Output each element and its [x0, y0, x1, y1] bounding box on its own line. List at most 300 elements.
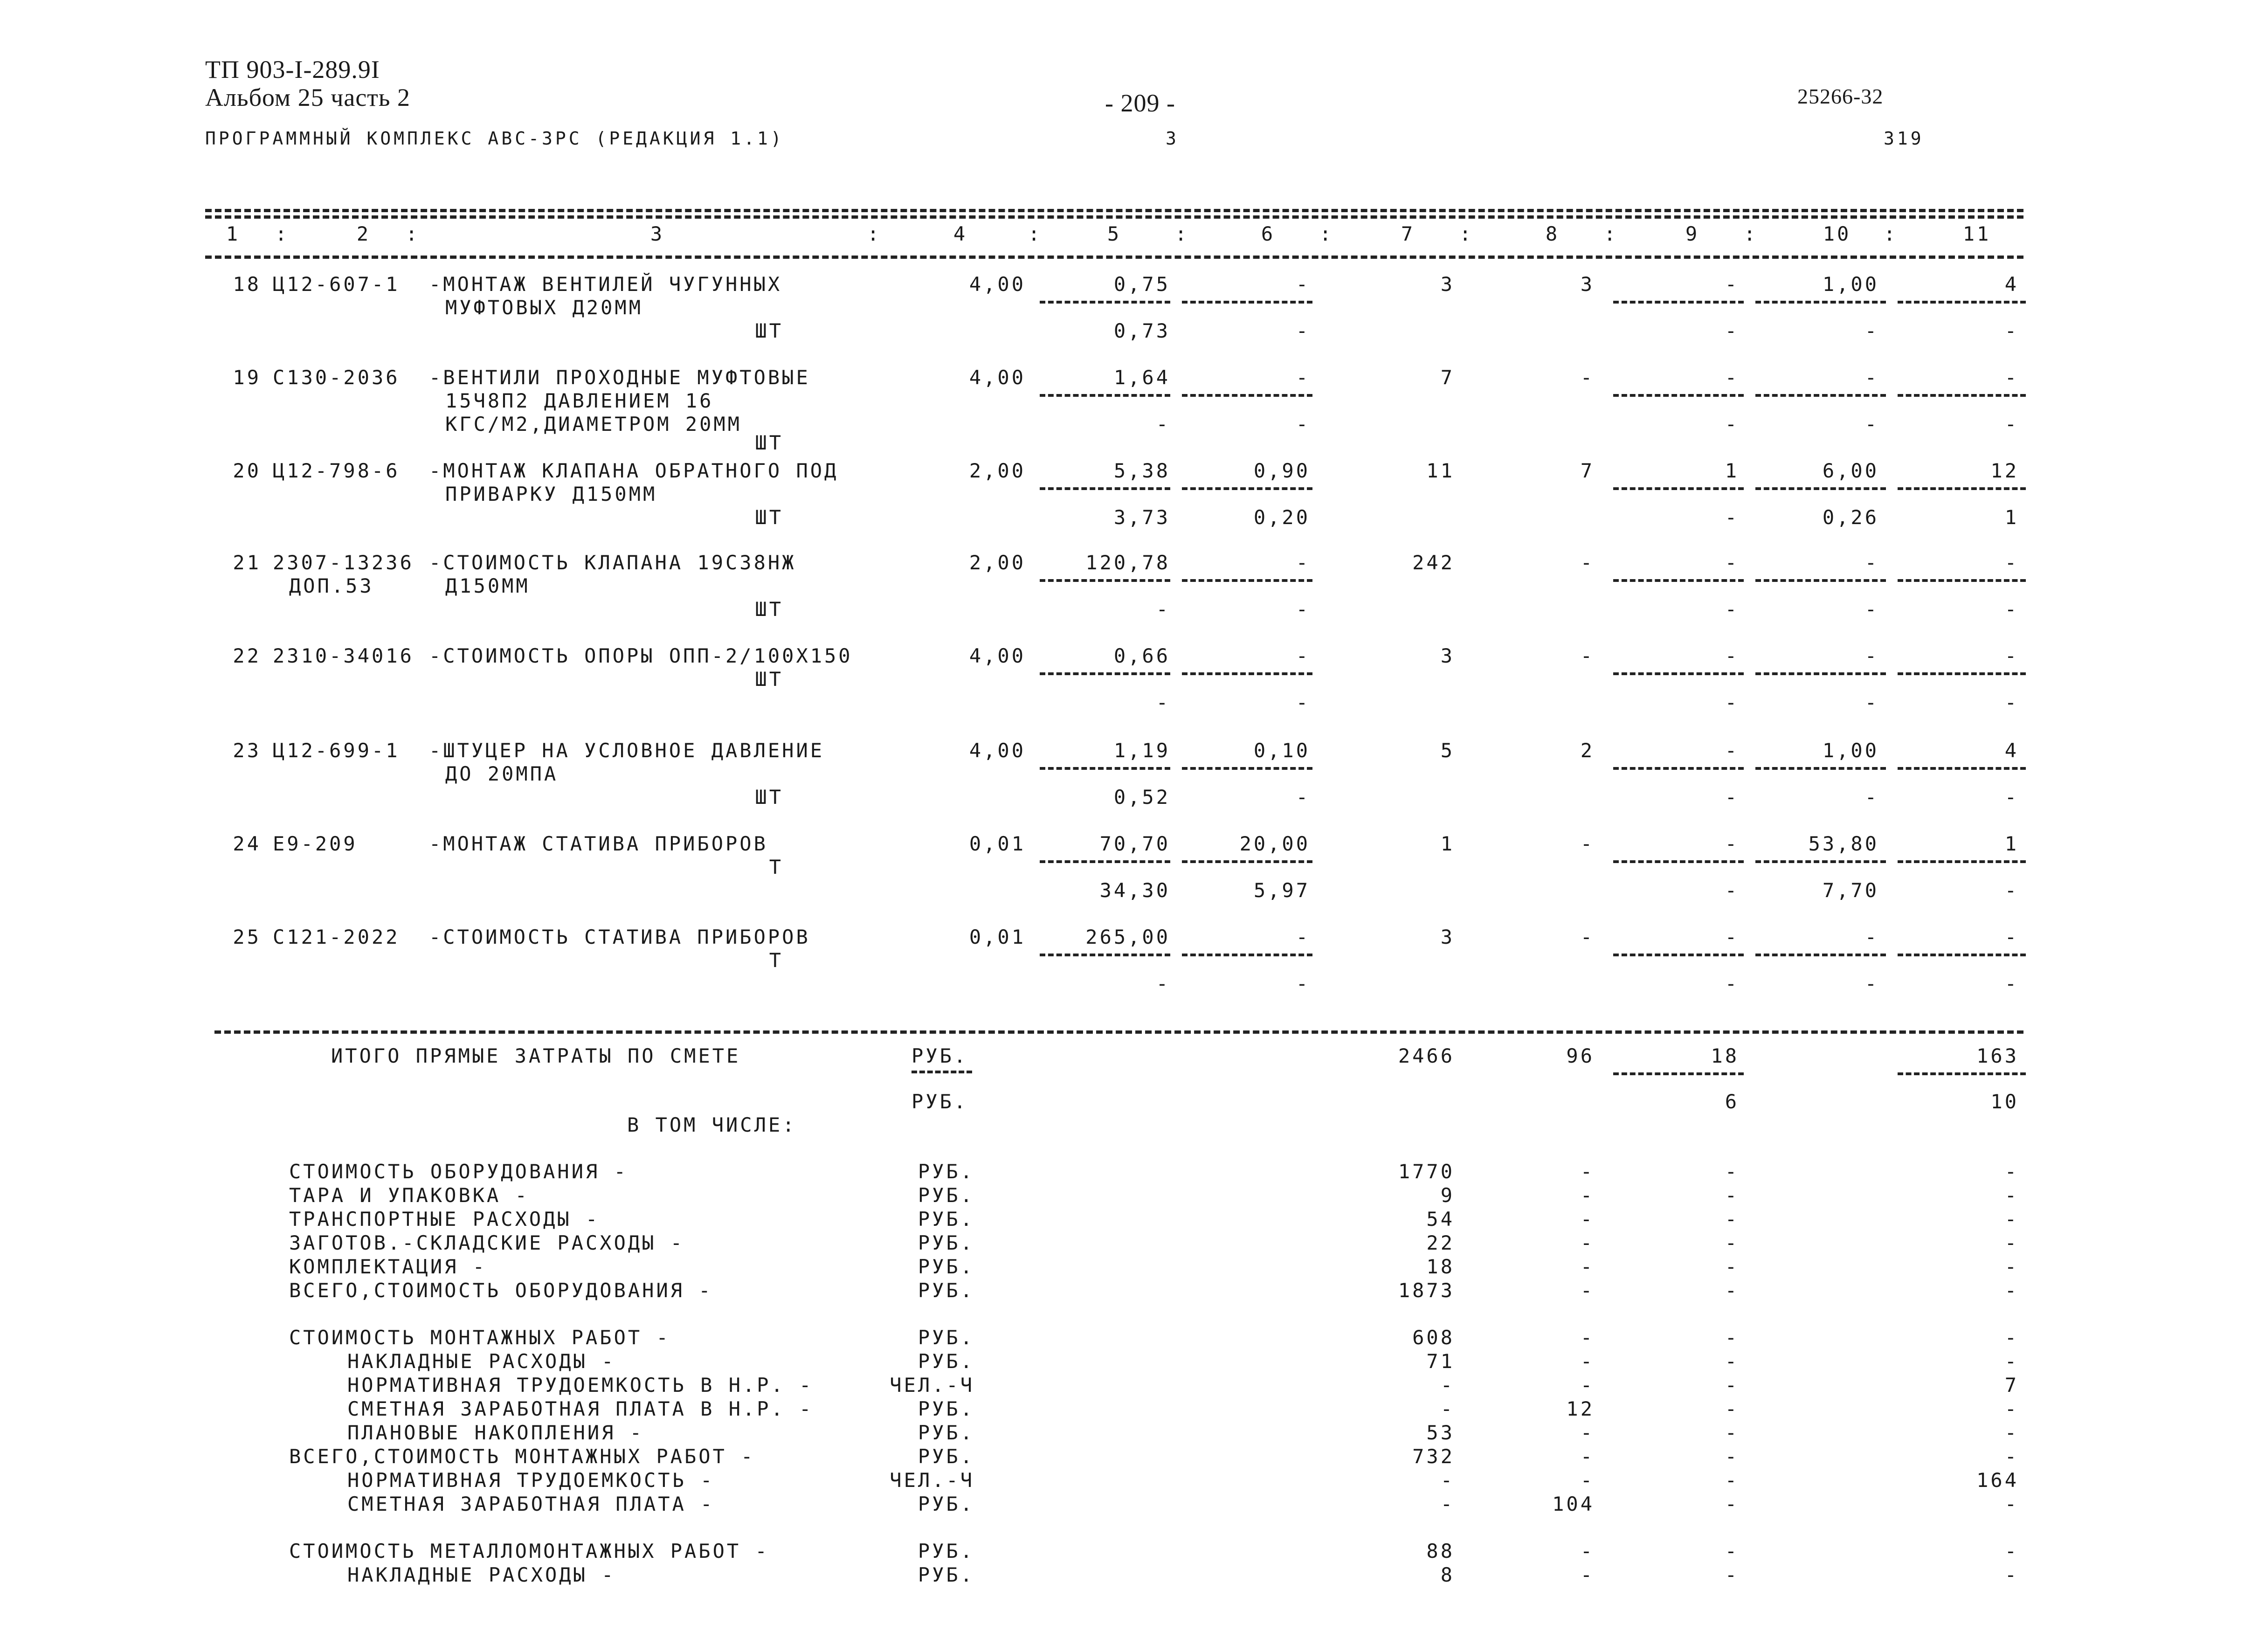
row-code: 2310-34016 [273, 644, 414, 667]
summary-col8: 104 [1552, 1493, 1595, 1515]
row-col11-top: 12 [1990, 459, 2019, 482]
summary-col9: - [1725, 1563, 1739, 1586]
summary-col8: - [1580, 1255, 1595, 1278]
row-col10-top: - [1864, 644, 1879, 667]
row-sep-col9 [1613, 487, 1744, 490]
row-col11-bottom: - [2004, 786, 2019, 809]
row-unit: ШТ [755, 319, 783, 342]
row-col5-top: 0,66 [1113, 644, 1170, 667]
summary-label: ТРАНСПОРТНЫЕ РАСХОДЫ - [289, 1208, 600, 1230]
summary-col8: - [1580, 1184, 1595, 1207]
summary-col9: - [1725, 1397, 1739, 1420]
row-name-line1: -МОНТАЖ СТАТИВА ПРИБОРОВ [429, 832, 768, 855]
row-col10-top: 1,00 [1822, 739, 1879, 762]
summary-col9: - [1725, 1374, 1739, 1396]
summary-col7: - [1440, 1493, 1455, 1515]
row-col8: - [1580, 644, 1595, 667]
summary-col7: 1873 [1398, 1279, 1455, 1302]
summary-col7: 608 [1412, 1326, 1455, 1349]
row-col8: - [1580, 366, 1595, 389]
summary-col8: - [1580, 1421, 1595, 1444]
row-quantity: 4,00 [969, 644, 1026, 667]
summary-col9: - [1725, 1160, 1739, 1183]
row-quantity: 4,00 [969, 366, 1026, 389]
row-col11-top: - [2004, 366, 2019, 389]
column-divider: : [1175, 222, 1189, 245]
row-col10-top: - [1864, 926, 1879, 948]
row-code: Ц12-699-1 [273, 739, 400, 762]
row-sep-col9 [1613, 672, 1744, 675]
row-name-line3: КГС/М2,ДИАМЕТРОМ 20ММ [445, 413, 742, 435]
summary-col7: 54 [1426, 1208, 1455, 1230]
summary-label: НОРМАТИВНАЯ ТРУДОЕМКОСТЬ - [347, 1469, 715, 1492]
total-label: ИТОГО ПРЯМЫЕ ЗАТРАТЫ ПО СМЕТЕ [331, 1044, 741, 1067]
summary-col7: - [1440, 1397, 1455, 1420]
summary-col8: 12 [1566, 1397, 1595, 1420]
row-name-line2: ДО 20МПА [445, 762, 559, 785]
summary-unit: ЧЕЛ.-Ч [890, 1469, 974, 1492]
doc-number: 25266-32 [1797, 84, 1884, 108]
row-col5-top: 70,70 [1099, 832, 1170, 855]
row-col8: - [1580, 926, 1595, 948]
row-sep-col10 [1755, 672, 1886, 675]
row-col8: 3 [1580, 273, 1595, 296]
column-header-11: 11 [1962, 222, 1991, 245]
row-number: 23 [233, 739, 261, 762]
summary-col11: - [2004, 1445, 2019, 1468]
row-code: Ц12-798-6 [273, 459, 400, 482]
row-col9-top: 1 [1725, 459, 1739, 482]
summary-col11: 7 [2004, 1374, 2019, 1396]
row-col8: 7 [1580, 459, 1595, 482]
total-sep-col11 [1898, 1072, 2026, 1075]
row-col6-top: - [1296, 644, 1310, 667]
row-col5-bottom: 0,73 [1113, 319, 1170, 342]
summary-col7: 9 [1440, 1184, 1455, 1207]
summary-unit: РУБ. [918, 1184, 974, 1207]
row-code: С121-2022 [273, 926, 400, 948]
row-col10-top: 53,80 [1808, 832, 1879, 855]
row-name-line1: -МОНТАЖ КЛАПАНА ОБРАТНОГО ПОД [429, 459, 839, 482]
total-col11: 163 [1976, 1044, 2019, 1067]
total-unit-sep [911, 1071, 972, 1073]
row-quantity: 2,00 [969, 551, 1026, 574]
row-col5-bottom: - [1156, 972, 1170, 995]
summary-unit: РУБ. [918, 1421, 974, 1444]
row-unit: Т [769, 949, 783, 972]
row-sep-col5 [1040, 579, 1170, 582]
row-col9-bottom: - [1725, 691, 1739, 714]
total-col7: 2466 [1398, 1044, 1455, 1067]
column-header-2: 2 [356, 222, 371, 245]
row-col6-top: 0,10 [1253, 739, 1310, 762]
column-divider: : [1604, 222, 1618, 245]
summary-label: СМЕТНАЯ ЗАРАБОТНАЯ ПЛАТА - [347, 1493, 715, 1515]
row-sep-col9 [1613, 301, 1744, 304]
summary-col8: - [1580, 1160, 1595, 1183]
row-sep-col5 [1040, 487, 1170, 490]
row-sep-col10 [1755, 301, 1886, 304]
row-col11-bottom: - [2004, 413, 2019, 435]
row-code-suffix: ДОП.53 [289, 574, 374, 597]
column-divider: : [275, 222, 290, 245]
row-col10-bottom: - [1864, 319, 1879, 342]
row-col10-top: - [1864, 551, 1879, 574]
row-col11-top: 1 [2004, 832, 2019, 855]
row-name-line1: -СТОИМОСТЬ КЛАПАНА 19С38НЖ [429, 551, 796, 574]
row-number: 25 [233, 926, 261, 948]
summary-col8: - [1580, 1469, 1595, 1492]
column-header-4: 4 [953, 222, 968, 245]
column-divider: : [406, 222, 420, 245]
summary-col11: - [2004, 1563, 2019, 1586]
total-sep-col9 [1613, 1072, 1744, 1075]
row-col9-bottom: - [1725, 879, 1739, 902]
row-number: 20 [233, 459, 261, 482]
row-col7: 1 [1440, 832, 1455, 855]
row-col10-bottom: - [1864, 413, 1879, 435]
row-col5-bottom: - [1156, 691, 1170, 714]
summary-col8: - [1580, 1231, 1595, 1254]
summary-col11: - [2004, 1421, 2019, 1444]
header-rule-bottom [205, 256, 2023, 259]
row-sep-col9 [1613, 579, 1744, 582]
row-col10-bottom: - [1864, 598, 1879, 621]
row-number: 19 [233, 366, 261, 389]
row-col6-top: 0,90 [1253, 459, 1310, 482]
summary-col8: - [1580, 1540, 1595, 1562]
row-col11-bottom: - [2004, 879, 2019, 902]
row-col6-bottom: - [1296, 598, 1310, 621]
summary-col7: 8 [1440, 1563, 1455, 1586]
row-col6-bottom: - [1296, 786, 1310, 809]
summary-label: ПЛАНОВЫЕ НАКОПЛЕНИЯ - [347, 1421, 644, 1444]
sheet-total: 319 [1884, 128, 1924, 149]
program-title: ПРОГРАММНЫЙ КОМПЛЕКС АВС-3РС (РЕДАКЦИЯ 1.1) [205, 128, 784, 149]
summary-unit: РУБ. [918, 1397, 974, 1420]
row-sep-col6 [1182, 672, 1312, 675]
column-divider: : [1884, 222, 1898, 245]
row-sep-col6 [1182, 767, 1312, 770]
row-sep-col11 [1898, 672, 2026, 675]
row-col11-bottom: - [2004, 319, 2019, 342]
row-col10-bottom: - [1864, 972, 1879, 995]
column-header-9: 9 [1685, 222, 1700, 245]
row-sep-col11 [1898, 767, 2026, 770]
row-col7: 7 [1440, 366, 1455, 389]
summary-label: НАКЛАДНЫЕ РАСХОДЫ - [347, 1350, 616, 1373]
page-number: - 209 - [1105, 89, 1175, 117]
row-quantity: 2,00 [969, 459, 1026, 482]
row-name-line1: -СТОИМОСТЬ СТАТИВА ПРИБОРОВ [429, 926, 810, 948]
row-code: Е9-209 [273, 832, 358, 855]
summary-col8: - [1580, 1208, 1595, 1230]
row-col6-bottom: - [1296, 972, 1310, 995]
row-col5-top: 1,19 [1113, 739, 1170, 762]
row-name-line1: -ШТУЦЕР НА УСЛОВНОЕ ДАВЛЕНИЕ [429, 739, 825, 762]
summary-col9: - [1725, 1540, 1739, 1562]
summary-col11: - [2004, 1208, 2019, 1230]
row-sep-col11 [1898, 487, 2026, 490]
row-col11-top: - [2004, 551, 2019, 574]
summary-col8: - [1580, 1445, 1595, 1468]
row-col11-top: 4 [2004, 273, 2019, 296]
row-col9-bottom: - [1725, 506, 1739, 529]
summary-col7: - [1440, 1374, 1455, 1396]
row-unit: ШТ [755, 668, 783, 691]
row-code: 2307-13236 [273, 551, 414, 574]
row-sep-col9 [1613, 394, 1744, 397]
row-col5-bottom: - [1156, 598, 1170, 621]
row-col8: 2 [1580, 739, 1595, 762]
row-unit: ШТ [755, 506, 783, 529]
row-col7: 242 [1412, 551, 1455, 574]
row-sep-col5 [1040, 860, 1170, 863]
summary-col9: - [1725, 1445, 1739, 1468]
summary-col9: - [1725, 1493, 1739, 1515]
summary-unit: РУБ. [918, 1326, 974, 1349]
summary-label: СМЕТНАЯ ЗАРАБОТНАЯ ПЛАТА В Н.Р. - [347, 1397, 814, 1420]
row-col8: - [1580, 832, 1595, 855]
row-col5-bottom: 34,30 [1099, 879, 1170, 902]
row-col10-top: 1,00 [1822, 273, 1879, 296]
column-header-10: 10 [1823, 222, 1851, 245]
row-col9-bottom: - [1725, 786, 1739, 809]
column-header-1: 1 [226, 222, 241, 245]
row-col10-bottom: - [1864, 786, 1879, 809]
row-col5-bottom: 3,73 [1113, 506, 1170, 529]
row-col9-top: - [1725, 273, 1739, 296]
summary-col9: - [1725, 1279, 1739, 1302]
summary-col8: - [1580, 1350, 1595, 1373]
summary-unit: РУБ. [918, 1350, 974, 1373]
row-sep-col5 [1040, 767, 1170, 770]
row-col11-bottom: - [2004, 972, 2019, 995]
row-col9-bottom: - [1725, 319, 1739, 342]
row-unit: ШТ [755, 598, 783, 621]
row-sep-col11 [1898, 301, 2026, 304]
summary-col9: - [1725, 1469, 1739, 1492]
summary-label: СТОИМОСТЬ МЕТАЛЛОМОНТАЖНЫХ РАБОТ - [289, 1540, 769, 1562]
column-header-8: 8 [1545, 222, 1560, 245]
row-name-line1: -МОНТАЖ ВЕНТИЛЕЙ ЧУГУННЫХ [429, 273, 782, 296]
summary-unit: РУБ. [918, 1208, 974, 1230]
row-col5-top: 120,78 [1085, 551, 1170, 574]
row-col11-bottom: - [2004, 691, 2019, 714]
summary-label: НАКЛАДНЫЕ РАСХОДЫ - [347, 1563, 616, 1586]
summary-col11: - [2004, 1279, 2019, 1302]
row-col10-bottom: - [1864, 691, 1879, 714]
column-header-5: 5 [1107, 222, 1122, 245]
summary-unit: РУБ. [918, 1540, 974, 1562]
summary-col11: - [2004, 1397, 2019, 1420]
row-sep-col9 [1613, 860, 1744, 863]
row-sep-col10 [1755, 954, 1886, 956]
row-col10-bottom: 0,26 [1822, 506, 1879, 529]
row-number: 18 [233, 273, 261, 296]
row-col5-top: 0,75 [1113, 273, 1170, 296]
row-sep-col6 [1182, 394, 1312, 397]
row-sep-col11 [1898, 954, 2026, 956]
summary-col11: - [2004, 1184, 2019, 1207]
row-quantity: 0,01 [969, 832, 1026, 855]
row-sep-col5 [1040, 394, 1170, 397]
row-col9-top: - [1725, 366, 1739, 389]
row-col7: 3 [1440, 644, 1455, 667]
summary-col7: 71 [1426, 1350, 1455, 1373]
album-label: Альбом 25 часть 2 [205, 83, 411, 111]
row-sep-col11 [1898, 860, 2026, 863]
column-divider: : [1319, 222, 1334, 245]
row-col9-bottom: - [1725, 598, 1739, 621]
row-sep-col10 [1755, 394, 1886, 397]
summary-label: ТАРА И УПАКОВКА - [289, 1184, 529, 1207]
row-sep-col5 [1040, 672, 1170, 675]
row-col6-top: 20,00 [1239, 832, 1310, 855]
summary-col11: - [2004, 1493, 2019, 1515]
row-sep-col10 [1755, 579, 1886, 582]
header-rule-top2 [205, 215, 2023, 219]
row-number: 21 [233, 551, 261, 574]
column-header-6: 6 [1261, 222, 1276, 245]
row-col6-top: - [1296, 551, 1310, 574]
summary-col7: - [1440, 1469, 1455, 1492]
row-name-line2: ПРИВАРКУ Д150ММ [445, 483, 657, 505]
summary-unit: ЧЕЛ.-Ч [890, 1374, 974, 1396]
header-rule-top [205, 209, 2023, 212]
column-divider: : [1744, 222, 1758, 245]
summary-unit: РУБ. [918, 1279, 974, 1302]
summary-col11: - [2004, 1231, 2019, 1254]
row-col11-top: 4 [2004, 739, 2019, 762]
row-col5-top: 5,38 [1113, 459, 1170, 482]
column-divider: : [1459, 222, 1474, 245]
row-col11-bottom: - [2004, 598, 2019, 621]
summary-col9: - [1725, 1350, 1739, 1373]
row-number: 22 [233, 644, 261, 667]
summary-col7: 53 [1426, 1421, 1455, 1444]
row-col9-top: - [1725, 832, 1739, 855]
summary-unit: РУБ. [918, 1255, 974, 1278]
row-col7: 11 [1426, 459, 1455, 482]
total-rule [214, 1030, 2023, 1034]
row-name-line2: Д150ММ [445, 574, 530, 597]
row-sep-col9 [1613, 954, 1744, 956]
row-name-line2: МУФТОВЫХ Д20ММ [445, 296, 643, 319]
summary-unit: РУБ. [918, 1445, 974, 1468]
row-col6-top: - [1296, 273, 1310, 296]
column-header-7: 7 [1401, 222, 1416, 245]
total-col9: 18 [1711, 1044, 1739, 1067]
column-divider: : [1028, 222, 1043, 245]
row-col6-top: - [1296, 366, 1310, 389]
row-col5-bottom: 0,52 [1113, 786, 1170, 809]
row-sep-col10 [1755, 487, 1886, 490]
row-sep-col10 [1755, 860, 1886, 863]
row-col9-top: - [1725, 739, 1739, 762]
row-col7: 5 [1440, 739, 1455, 762]
row-col7: 3 [1440, 926, 1455, 948]
summary-col11: - [2004, 1160, 2019, 1183]
row-sep-col6 [1182, 954, 1312, 956]
summary-label: НОРМАТИВНАЯ ТРУДОЕМКОСТЬ В Н.Р. - [347, 1374, 814, 1396]
column-divider: : [867, 222, 882, 245]
row-sep-col6 [1182, 301, 1312, 304]
sheet-number: 3 [1166, 128, 1179, 149]
row-col6-top: - [1296, 926, 1310, 948]
row-name-line1: -ВЕНТИЛИ ПРОХОДНЫЕ МУФТОВЫЕ [429, 366, 810, 389]
row-col7: 3 [1440, 273, 1455, 296]
row-number: 24 [233, 832, 261, 855]
row-col11-bottom: 1 [2004, 506, 2019, 529]
row-unit: ШТ [755, 431, 783, 454]
row-col11-top: - [2004, 644, 2019, 667]
row-col6-bottom: 0,20 [1253, 506, 1310, 529]
summary-col11: 164 [1976, 1469, 2019, 1492]
summary-unit: РУБ. [918, 1160, 974, 1183]
row-col9-top: - [1725, 926, 1739, 948]
summary-label: КОМПЛЕКТАЦИЯ - [289, 1255, 487, 1278]
summary-col9: - [1725, 1255, 1739, 1278]
row-col8: - [1580, 551, 1595, 574]
total-col8: 96 [1566, 1044, 1595, 1067]
row-sep-col6 [1182, 860, 1312, 863]
summary-col9: - [1725, 1208, 1739, 1230]
summary-col11: - [2004, 1540, 2019, 1562]
summary-col7: 18 [1426, 1255, 1455, 1278]
row-code: Ц12-607-1 [273, 273, 400, 296]
row-quantity: 4,00 [969, 739, 1026, 762]
summary-label: ЗАГОТОВ.-СКЛАДСКИЕ РАСХОДЫ - [289, 1231, 685, 1254]
row-quantity: 4,00 [969, 273, 1026, 296]
row-col9-top: - [1725, 644, 1739, 667]
row-col10-bottom: 7,70 [1822, 879, 1879, 902]
row-col6-bottom: - [1296, 319, 1310, 342]
summary-label: СТОИМОСТЬ ОБОРУДОВАНИЯ - [289, 1160, 628, 1183]
total-unit: РУБ. [911, 1044, 968, 1067]
summary-col11: - [2004, 1350, 2019, 1373]
summary-col8: - [1580, 1279, 1595, 1302]
row-col9-bottom: - [1725, 413, 1739, 435]
row-sep-col11 [1898, 579, 2026, 582]
row-col5-top: 265,00 [1085, 926, 1170, 948]
row-col5-top: 1,64 [1113, 366, 1170, 389]
summary-unit: РУБ. [918, 1231, 974, 1254]
row-sep-col10 [1755, 767, 1886, 770]
row-unit: Т [769, 856, 783, 878]
summary-label: СТОИМОСТЬ МОНТАЖНЫХ РАБОТ - [289, 1326, 670, 1349]
row-col9-top: - [1725, 551, 1739, 574]
row-quantity: 0,01 [969, 926, 1026, 948]
document-code: ТП 903-I-289.9I [205, 55, 380, 83]
row-sep-col6 [1182, 487, 1312, 490]
row-sep-col11 [1898, 394, 2026, 397]
summary-label: ВСЕГО,СТОИМОСТЬ МОНТАЖНЫХ РАБОТ - [289, 1445, 755, 1468]
row-col5-bottom: - [1156, 413, 1170, 435]
row-col6-bottom: - [1296, 691, 1310, 714]
summary-unit: РУБ. [918, 1493, 974, 1515]
total-unit-2: РУБ. [911, 1090, 968, 1113]
summary-col9: - [1725, 1184, 1739, 1207]
row-col9-bottom: - [1725, 972, 1739, 995]
summary-col9: - [1725, 1231, 1739, 1254]
summary-col8: - [1580, 1563, 1595, 1586]
total-col9-bottom: 6 [1725, 1090, 1739, 1113]
summary-col9: - [1725, 1326, 1739, 1349]
summary-col9: - [1725, 1421, 1739, 1444]
row-col6-bottom: 5,97 [1253, 879, 1310, 902]
row-col6-bottom: - [1296, 413, 1310, 435]
